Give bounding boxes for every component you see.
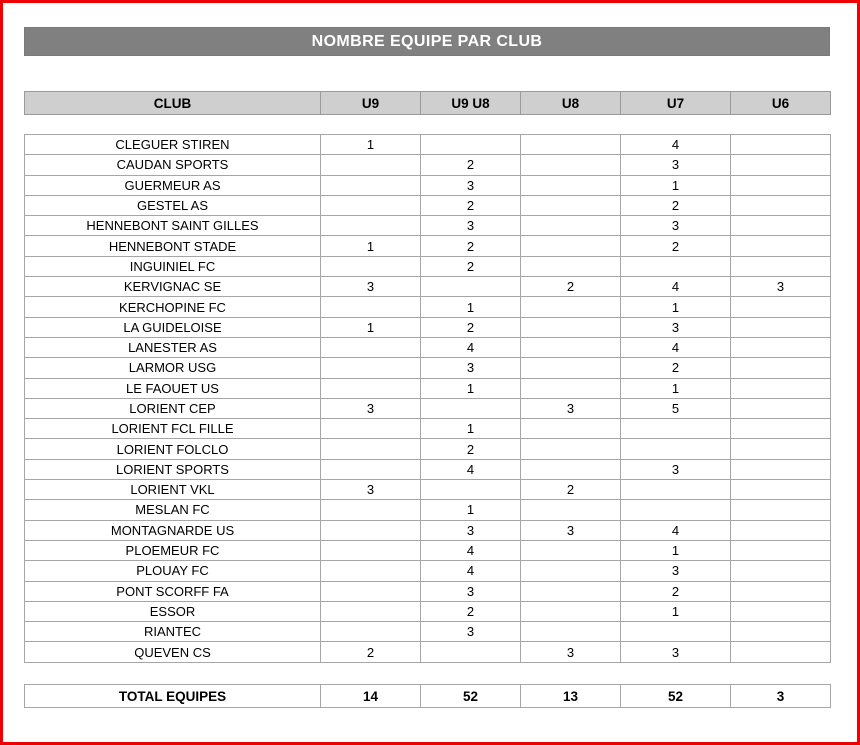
cell-u9-u8 (421, 398, 521, 418)
cell-u7: 5 (621, 398, 731, 418)
cell-u9-u8: 3 (421, 216, 521, 236)
cell-u7 (621, 500, 731, 520)
total-u9-u8: 52 (421, 685, 521, 708)
cell-u9 (321, 601, 421, 621)
cell-u6 (731, 419, 831, 439)
cell-u7: 4 (621, 520, 731, 540)
table-header (24, 91, 831, 115)
cell-u8 (521, 358, 621, 378)
table-row (25, 358, 831, 378)
cell-u6 (731, 216, 831, 236)
cell-u9-u8: 2 (421, 155, 521, 175)
cell-u9 (321, 195, 421, 215)
table-row (25, 601, 831, 621)
table-row (25, 195, 831, 215)
cell-u9-u8 (421, 642, 521, 662)
cell-u6 (731, 581, 831, 601)
cell-u9 (321, 439, 421, 459)
table-row (25, 317, 831, 337)
club-name: MONTAGNARDE US (25, 520, 321, 540)
club-name: LORIENT SPORTS (25, 459, 321, 479)
table-row (25, 398, 831, 418)
cell-u9-u8: 1 (421, 500, 521, 520)
cell-u9 (321, 459, 421, 479)
cell-u8 (521, 459, 621, 479)
cell-u6 (731, 155, 831, 175)
cell-u7: 1 (621, 601, 731, 621)
cell-u6 (731, 500, 831, 520)
cell-u9-u8: 2 (421, 256, 521, 276)
table-row (25, 581, 831, 601)
total-u7: 52 (621, 685, 731, 708)
cell-u8 (521, 419, 621, 439)
column-header-u7: U7 (621, 92, 731, 115)
cell-u9 (321, 155, 421, 175)
cell-u6 (731, 622, 831, 642)
cell-u6 (731, 337, 831, 357)
clubs-table (24, 134, 831, 663)
cell-u6 (731, 601, 831, 621)
cell-u9: 2 (321, 642, 421, 662)
cell-u9-u8 (421, 277, 521, 297)
cell-u8 (521, 216, 621, 236)
cell-u9-u8: 4 (421, 561, 521, 581)
club-name: GESTEL AS (25, 195, 321, 215)
cell-u9 (321, 622, 421, 642)
column-header-u6: U6 (731, 92, 831, 115)
cell-u8 (521, 500, 621, 520)
cell-u7: 3 (621, 317, 731, 337)
club-name: LORIENT CEP (25, 398, 321, 418)
club-name: HENNEBONT SAINT GILLES (25, 216, 321, 236)
cell-u8 (521, 439, 621, 459)
cell-u9-u8: 2 (421, 317, 521, 337)
cell-u7: 1 (621, 175, 731, 195)
cell-u9-u8 (421, 480, 521, 500)
cell-u9-u8: 3 (421, 622, 521, 642)
club-name: PONT SCORFF FA (25, 581, 321, 601)
cell-u9 (321, 337, 421, 357)
cell-u6: 3 (731, 277, 831, 297)
cell-u9 (321, 297, 421, 317)
club-name: LORIENT FOLCLO (25, 439, 321, 459)
cell-u9: 1 (321, 236, 421, 256)
club-name: LANESTER AS (25, 337, 321, 357)
cell-u9-u8: 1 (421, 378, 521, 398)
page-title: NOMBRE EQUIPE PAR CLUB (311, 32, 543, 50)
cell-u8: 3 (521, 642, 621, 662)
cell-u8: 3 (521, 520, 621, 540)
cell-u9-u8: 3 (421, 581, 521, 601)
total-row (25, 685, 831, 708)
cell-u9 (321, 561, 421, 581)
cell-u9: 3 (321, 480, 421, 500)
cell-u7: 1 (621, 378, 731, 398)
cell-u8 (521, 155, 621, 175)
total-u9: 14 (321, 685, 421, 708)
cell-u9 (321, 540, 421, 560)
cell-u9-u8: 4 (421, 337, 521, 357)
cell-u9: 3 (321, 398, 421, 418)
cell-u6 (731, 175, 831, 195)
table-row (25, 256, 831, 276)
cell-u7: 4 (621, 135, 731, 155)
table-row (25, 500, 831, 520)
cell-u8 (521, 601, 621, 621)
cell-u9: 1 (321, 317, 421, 337)
cell-u7: 2 (621, 358, 731, 378)
cell-u8: 3 (521, 398, 621, 418)
document-content (21, 21, 833, 721)
cell-u6 (731, 317, 831, 337)
table-row (25, 378, 831, 398)
cell-u9-u8: 1 (421, 419, 521, 439)
table-row (25, 642, 831, 662)
cell-u6 (731, 378, 831, 398)
table-row (25, 480, 831, 500)
club-name: LORIENT VKL (25, 480, 321, 500)
cell-u7 (621, 480, 731, 500)
cell-u8 (521, 561, 621, 581)
cell-u9 (321, 419, 421, 439)
cell-u8 (521, 175, 621, 195)
cell-u7 (621, 622, 731, 642)
total-u8: 13 (521, 685, 621, 708)
cell-u9-u8: 2 (421, 439, 521, 459)
total-u6: 3 (731, 685, 831, 708)
cell-u9 (321, 216, 421, 236)
cell-u9 (321, 175, 421, 195)
club-name: RIANTEC (25, 622, 321, 642)
cell-u9 (321, 500, 421, 520)
cell-u6 (731, 135, 831, 155)
cell-u8: 2 (521, 277, 621, 297)
cell-u9-u8: 3 (421, 358, 521, 378)
cell-u6 (731, 459, 831, 479)
cell-u8 (521, 581, 621, 601)
cell-u9-u8: 4 (421, 459, 521, 479)
table-row (25, 216, 831, 236)
cell-u7: 2 (621, 195, 731, 215)
club-name: LA GUIDELOISE (25, 317, 321, 337)
cell-u6 (731, 540, 831, 560)
column-header-club: CLUB (25, 92, 321, 115)
cell-u8 (521, 622, 621, 642)
cell-u7: 1 (621, 297, 731, 317)
club-name: CLEGUER STIREN (25, 135, 321, 155)
cell-u9-u8: 1 (421, 297, 521, 317)
club-name: LE FAOUET US (25, 378, 321, 398)
cell-u6 (731, 520, 831, 540)
table-row (25, 419, 831, 439)
table-row (25, 175, 831, 195)
cell-u7 (621, 256, 731, 276)
table-row (25, 155, 831, 175)
cell-u9 (321, 581, 421, 601)
totals-table (24, 684, 831, 708)
club-name: INGUINIEL FC (25, 256, 321, 276)
club-name: CAUDAN SPORTS (25, 155, 321, 175)
cell-u9 (321, 256, 421, 276)
cell-u9 (321, 520, 421, 540)
table-row (25, 337, 831, 357)
cell-u9-u8: 2 (421, 601, 521, 621)
table-row (25, 236, 831, 256)
table-row (25, 439, 831, 459)
cell-u8 (521, 297, 621, 317)
cell-u9-u8: 3 (421, 520, 521, 540)
cell-u7: 3 (621, 459, 731, 479)
cell-u7: 3 (621, 155, 731, 175)
club-name: KERVIGNAC SE (25, 277, 321, 297)
cell-u8 (521, 195, 621, 215)
cell-u9-u8: 2 (421, 236, 521, 256)
cell-u8: 2 (521, 480, 621, 500)
cell-u6 (731, 398, 831, 418)
column-header-u9-u8: U9 U8 (421, 92, 521, 115)
column-header-u8: U8 (521, 92, 621, 115)
cell-u6 (731, 480, 831, 500)
cell-u9: 1 (321, 135, 421, 155)
cell-u9 (321, 378, 421, 398)
table-row (25, 135, 831, 155)
club-name: MESLAN FC (25, 500, 321, 520)
club-name: GUERMEUR AS (25, 175, 321, 195)
cell-u8 (521, 256, 621, 276)
cell-u9-u8 (421, 135, 521, 155)
column-header-u9: U9 (321, 92, 421, 115)
table-row (25, 540, 831, 560)
cell-u9 (321, 358, 421, 378)
table-row (25, 297, 831, 317)
club-name: PLOEMEUR FC (25, 540, 321, 560)
table-row (25, 459, 831, 479)
cell-u7 (621, 439, 731, 459)
club-name: PLOUAY FC (25, 561, 321, 581)
cell-u7: 3 (621, 561, 731, 581)
cell-u6 (731, 561, 831, 581)
cell-u7 (621, 419, 731, 439)
cell-u7: 3 (621, 642, 731, 662)
cell-u6 (731, 439, 831, 459)
club-name: LORIENT FCL FILLE (25, 419, 321, 439)
club-name: HENNEBONT STADE (25, 236, 321, 256)
cell-u6 (731, 642, 831, 662)
cell-u6 (731, 236, 831, 256)
cell-u7: 4 (621, 337, 731, 357)
club-name: QUEVEN CS (25, 642, 321, 662)
cell-u8 (521, 378, 621, 398)
club-name: KERCHOPINE FC (25, 297, 321, 317)
cell-u9: 3 (321, 277, 421, 297)
club-name: ESSOR (25, 601, 321, 621)
cell-u7: 3 (621, 216, 731, 236)
table-row (25, 622, 831, 642)
cell-u9-u8: 3 (421, 175, 521, 195)
cell-u8 (521, 317, 621, 337)
cell-u8 (521, 337, 621, 357)
club-name: LARMOR USG (25, 358, 321, 378)
cell-u8 (521, 135, 621, 155)
cell-u6 (731, 358, 831, 378)
total-label: TOTAL EQUIPES (25, 685, 321, 708)
cell-u7: 2 (621, 581, 731, 601)
cell-u8 (521, 540, 621, 560)
cell-u7: 1 (621, 540, 731, 560)
cell-u7: 2 (621, 236, 731, 256)
table-row (25, 520, 831, 540)
cell-u6 (731, 195, 831, 215)
table-header-row (25, 92, 831, 115)
table-row (25, 277, 831, 297)
cell-u9-u8: 2 (421, 195, 521, 215)
cell-u9-u8: 4 (421, 540, 521, 560)
cell-u6 (731, 256, 831, 276)
cell-u8 (521, 236, 621, 256)
document-title-banner (24, 27, 830, 56)
cell-u7: 4 (621, 277, 731, 297)
table-row (25, 561, 831, 581)
cell-u6 (731, 297, 831, 317)
